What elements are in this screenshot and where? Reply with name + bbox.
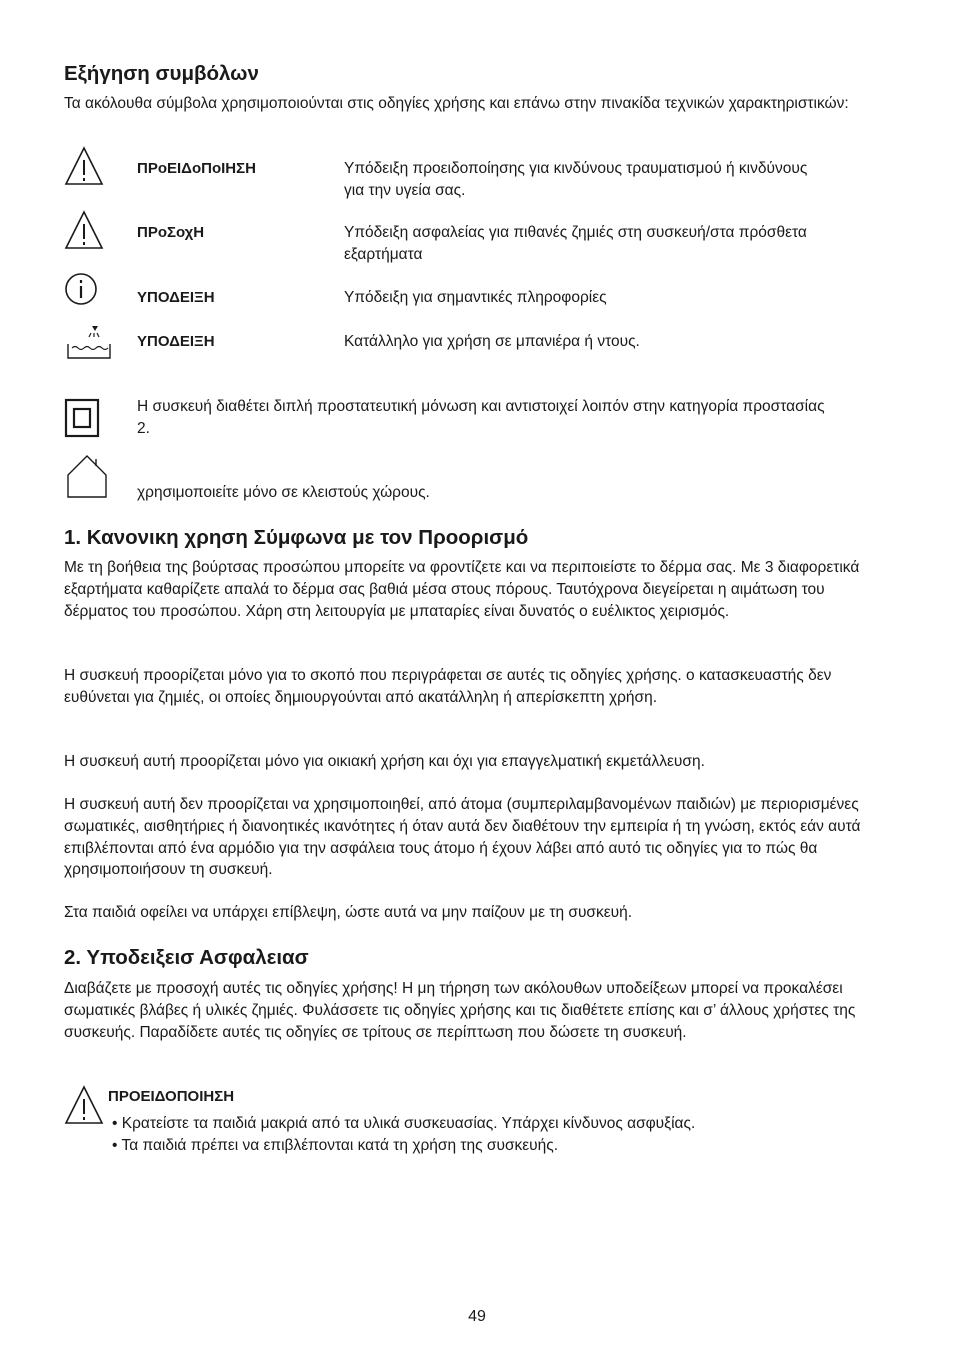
symbol-label-warning: ΠΡοΕΙΔοΠοΙΗΣΗ bbox=[137, 160, 256, 177]
section2-warning-label: ΠΡΟΕΙΔΟΠΟΙΗΣΗ bbox=[108, 1088, 235, 1105]
section2-warning-list bbox=[112, 1113, 872, 1157]
symbols-intro: Τα ακόλουθα σύμβολα χρησιμοποιούνται στις οδηγίες χρήσης και επάνω στην πινακίδα τεχνικών χαρακτηριστικών: bbox=[64, 95, 849, 112]
symbol-label-shower: ΥΠΟΔΕΙΞΗ bbox=[137, 333, 215, 350]
section1-title: 1. Κανονικη χρηση Σύμφωνα με τον Προορισμό bbox=[64, 526, 529, 549]
symbols-section-title: Εξήγηση συμβόλων bbox=[64, 62, 259, 85]
section1-paragraph-5: Στα παιδιά οφείλει να υπάρχει επίβλεψη, ώστε αυτά να μην παίζουν με τη συσκευή. bbox=[64, 904, 633, 921]
symbol-label-caution: ΠΡοΣοχΗ bbox=[137, 224, 205, 241]
section1-paragraph-3: Η συσκευή αυτή προορίζεται μόνο για οικιακή χρήση και όχι για επαγγελματική εκμετάλλευση. bbox=[64, 753, 705, 770]
section1-paragraph-2: Η συσκευή προορίζεται μόνο για το σκοπό που περιγράφεται σε αυτές τις οδηγίες χρήσης. ο κατασκευαστής δεν ευθύνεται για ζημιές, οι οποίες δημιουργούνται από ακατάλληλη ή απερίσκεπτη χρήση. bbox=[64, 667, 832, 706]
symbol-desc-warning: Υπόδειξη προειδοποίησης για κινδύνους τραυματισμού ή κινδύνους για την υγεία σας. bbox=[344, 160, 808, 199]
caution-triangle-icon bbox=[64, 210, 104, 250]
section1-paragraph-1: Με τη βοήθεια της βούρτσας προσώπου μπορείτε να φροντίζετε και να περιποιείστε το δέρμα σας. Με 3 διαφορετικά εξαρτήματα καθαρίζετε απαλά το δέρμα σας βαθιά μέσα στους πόρους. Ταυτόχρονα διεγείρεται η αιμάτωση του δέρματος του προσώπου. Χάρη στη λειτουργία με μπαταρίες είναι δυνατός ο ευέλικτος χειρισμός. bbox=[64, 559, 860, 620]
section2-paragraph-1: Διαβάζετε με προσοχή αυτές τις οδηγίες χρήσης! Η μη τήρηση των ακόλουθων υποδείξεων μπορεί να προκαλέσει σωματικές βλάβες ή υλικές ζημιές. Φυλάσσετε τις οδηγίες χρήσης και τις διαθέτετε επίσης και σ’ άλλους χρήστες της συσκευής. Παραδίδετε αυτές τις οδηγίες σε τρίτους σε περίπτωση που δώσετε τη συσκευή. bbox=[64, 980, 856, 1041]
section2-title: 2. Υποδειξεισ Ασφαλειασ bbox=[64, 946, 309, 969]
double-insulation-icon bbox=[64, 398, 100, 438]
indoor-text: χρησιμοποιείτε μόνο σε κλειστούς χώρους. bbox=[137, 484, 430, 501]
indoor-house-icon bbox=[64, 453, 110, 499]
shower-bath-icon bbox=[66, 322, 112, 362]
section1-paragraph-4: Η συσκευή αυτή δεν προορίζεται να χρησιμοποιηθεί, από άτομα (συμπεριλαμβανομένων παιδιών) με περιορισμένες σωματικές, αισθητήριες ή διανοητικές ικανότητες ή όταν αυτά δεν διαθέτουν την εμπειρία ή τη γνώση, εκτός εάν αυτά επιβλέπονται από ένα αρμόδιο για την ασφάλεια τους άτομο ή έχουν λάβει από αυτό τις οδηγίες για το πώς θα χρησιμοποιήσουν τη συσκευή. bbox=[64, 796, 861, 879]
info-icon bbox=[64, 272, 98, 306]
warning-triangle-icon bbox=[64, 146, 104, 186]
symbol-desc-info: Υπόδειξη για σημαντικές πληροφορίες bbox=[344, 289, 607, 306]
list-item: • Τα παιδιά πρέπει να επιβλέπονται κατά τη χρήση της συσκευής. bbox=[112, 1135, 872, 1157]
double-insulation-text: Η συσκευή διαθέτει διπλή προστατευτική μόνωση και αντιστοιχεί λοιπόν στην κατηγορία προστασίας 2. bbox=[137, 398, 825, 437]
symbol-desc-shower: Κατάλληλο για χρήση σε μπανιέρα ή ντους. bbox=[344, 333, 640, 350]
list-item: • Κρατείστε τα παιδιά μακριά από τα υλικά συσκευασίας. Υπάρχει κίνδυνος ασφυξίας. bbox=[112, 1113, 872, 1135]
symbol-desc-caution: Υπόδειξη ασφαλείας για πιθανές ζημιές στη συσκευή/στα πρόσθετα εξαρτήματα bbox=[344, 224, 807, 263]
page-number: 49 bbox=[468, 1308, 486, 1325]
symbol-label-info: ΥΠΟΔΕΙΞΗ bbox=[137, 289, 215, 306]
section2-warning-icon bbox=[64, 1085, 104, 1125]
